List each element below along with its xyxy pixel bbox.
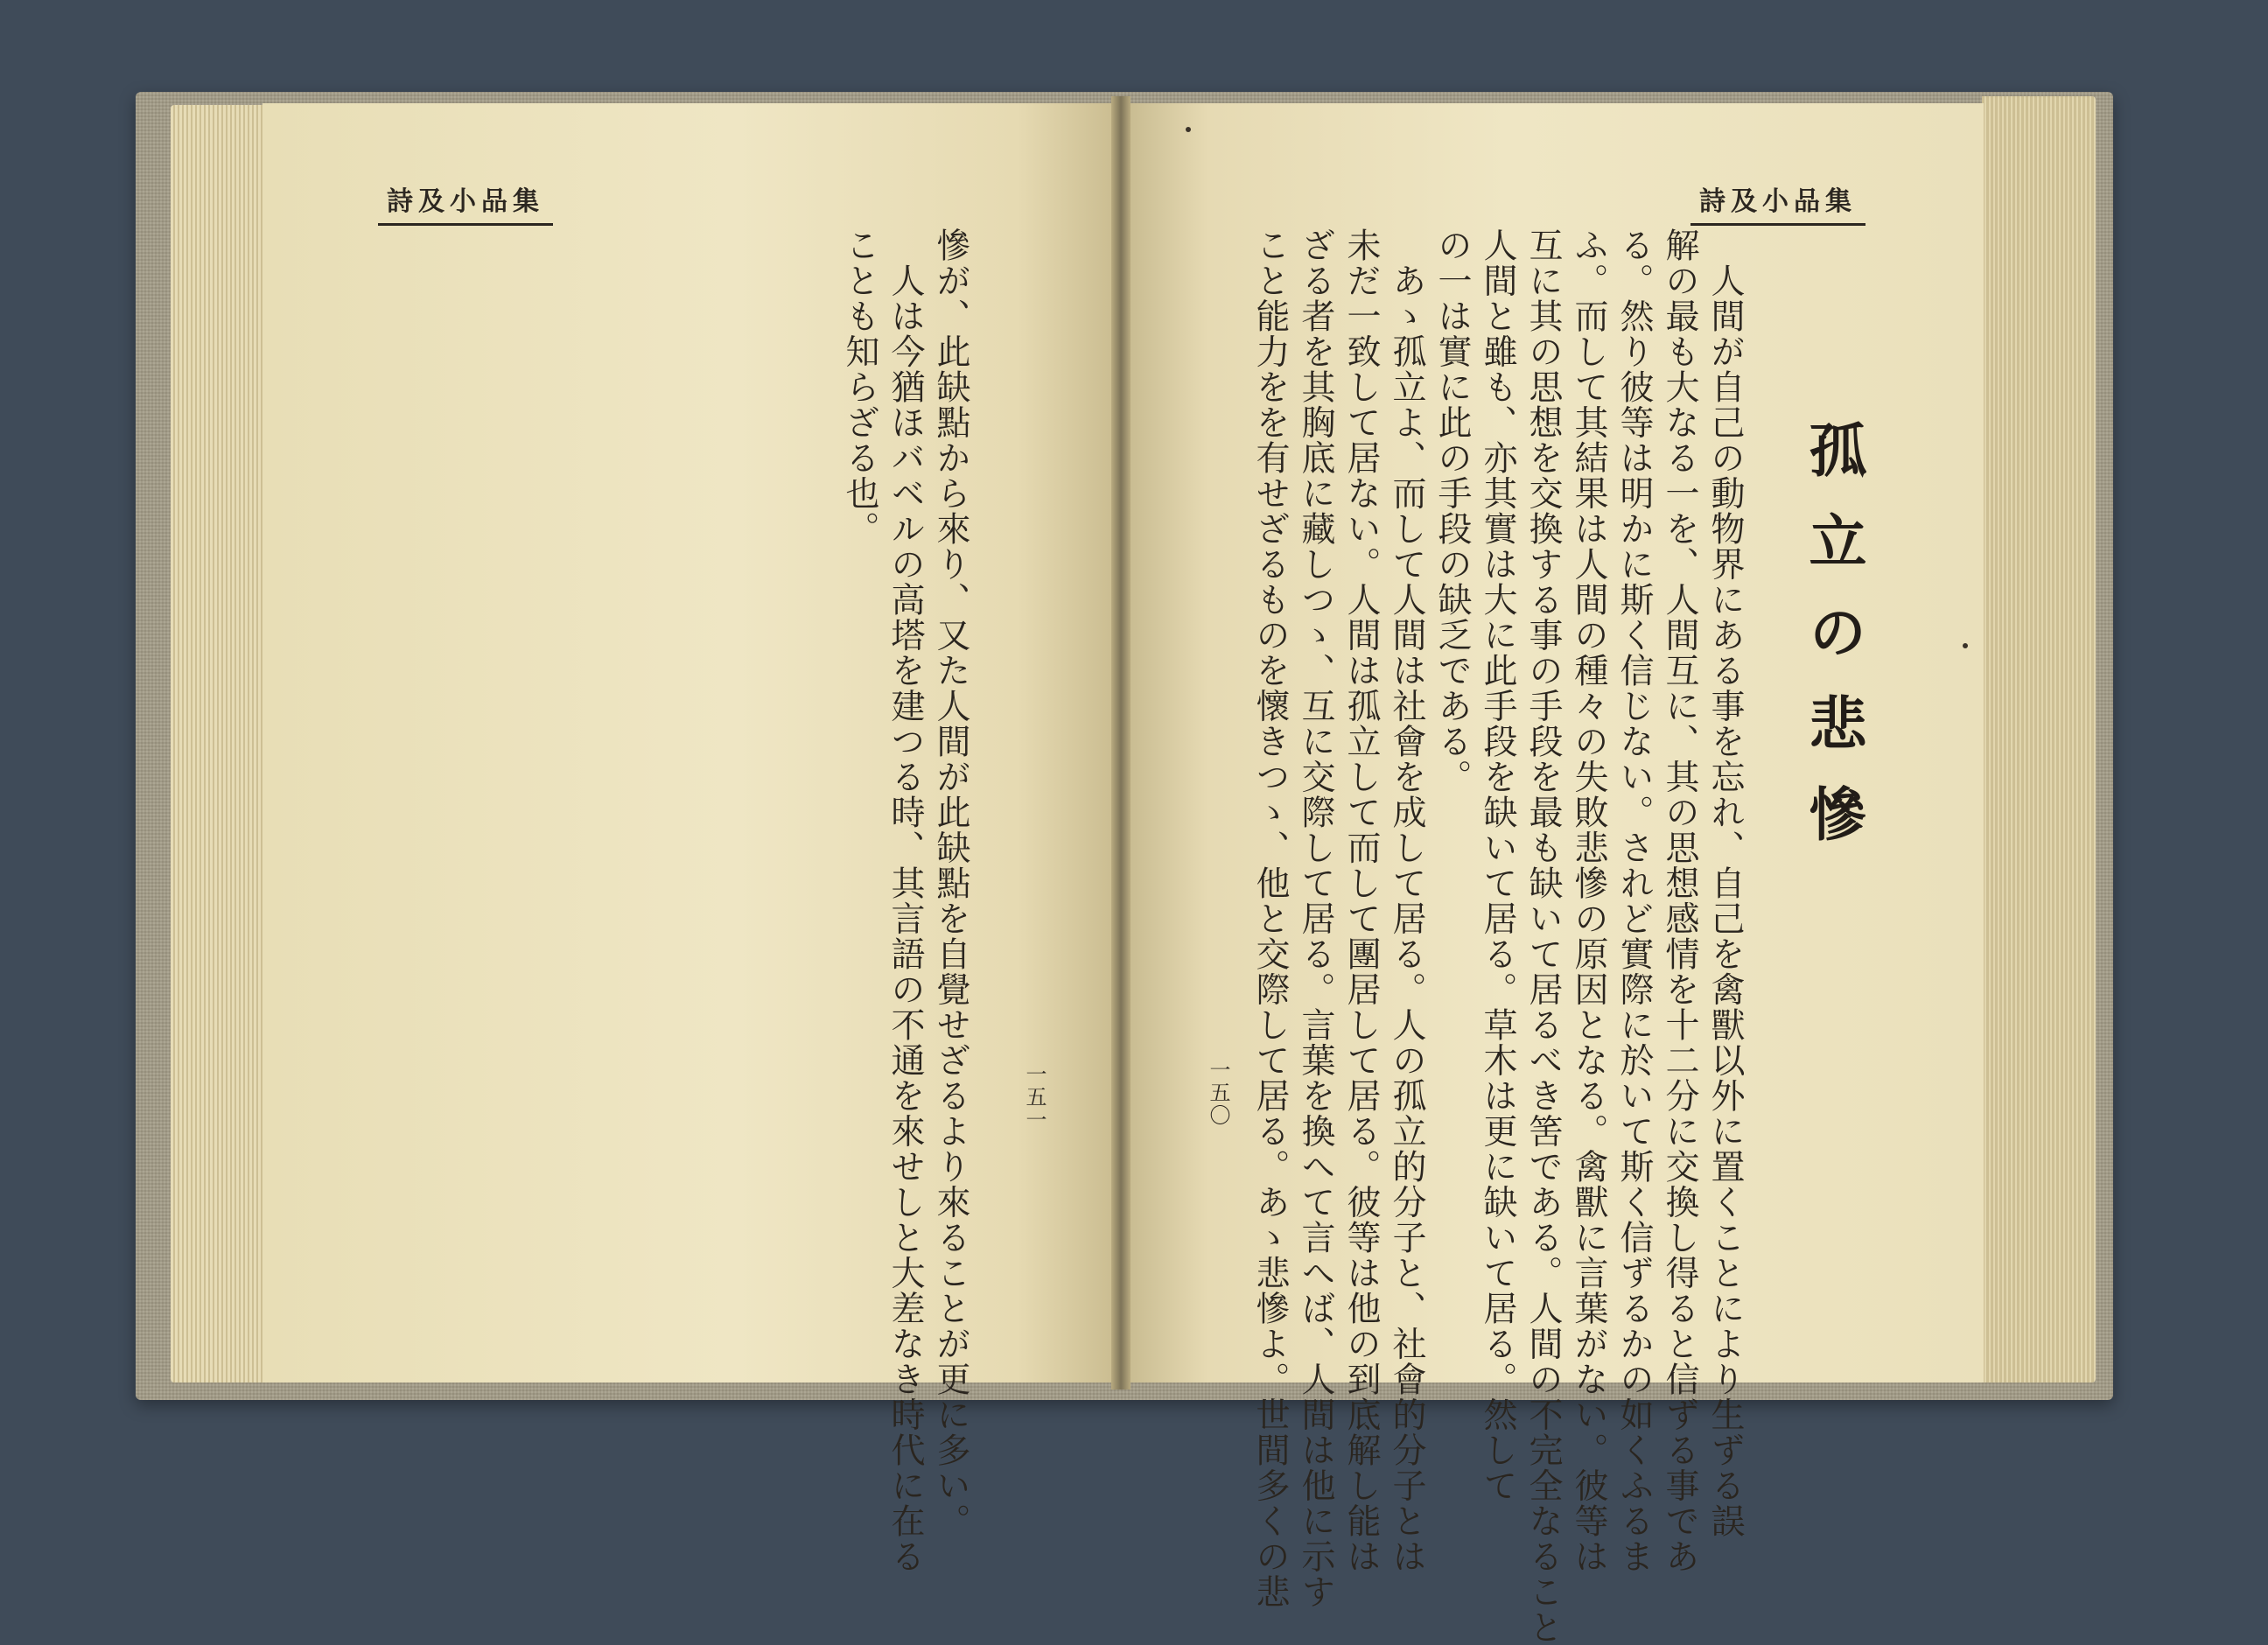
left-page [262, 103, 1120, 1382]
right-text-line: る。然り彼等は明かに斯く信じない。されど實際に於いて斯く信ずるかの如くふるま [1614, 228, 1654, 1574]
right-text-line: 互に其の思想を交換する事の手段を最も缺いて居るべき筈である。人間の不完全なること [1523, 228, 1563, 1645]
right-text-line: 解の最も大なる一を、人間互に、其の思想感情を十二分に交換し得ると信ずる事であ [1660, 228, 1699, 1574]
book-gutter [1111, 96, 1130, 1390]
right-text-line: ふ。而して其結果は人間の種々の失敗悲慘の原因となる。禽獸に言葉がない。彼等は [1569, 228, 1608, 1574]
right-text-line: 人間と雖も、亦其實は大に此手段を缺いて居る。草木は更に缺いて居る。然して [1478, 228, 1517, 1503]
chapter-title: 孤立の悲慘 [1799, 420, 1867, 875]
left-text-line: 慘が、此缺點から來り、又た人間が此缺點を自覺せざるより來ることが更に多い。 [931, 228, 970, 1539]
right-text-line: の一は實に此の手段の缺乏である。 [1432, 228, 1472, 794]
page-edges-right [1982, 96, 2096, 1382]
left-text-line: ことも知らざる也。 [840, 228, 879, 547]
right-text-line: 人間が自己の動物界にある事を忘れ、自己を禽獸以外に置くことにより生ずる誤 [1705, 228, 1745, 1539]
left-running-head: 詩及小品集 [378, 179, 553, 226]
right-page-number: 一五〇 [1206, 1059, 1230, 1127]
left-page-number: 一五一 [1022, 1063, 1046, 1131]
paper-speck [1963, 643, 1968, 648]
right-text-line: 未だ一致して居ない。人間は孤立して而して團居して居る。彼等は他の到底解し能は [1341, 228, 1381, 1574]
right-running-head: 詩及小品集 [1690, 179, 1866, 226]
right-text-line: ざる者を其胸底に藏しつゝ、互に交際して居る。言葉を換へて言へば、人間は他に示す [1296, 228, 1335, 1610]
paper-speck [1186, 127, 1191, 132]
right-text-line: あゝ孤立よ、而して人間は社會を成して居る。人の孤立的分子と、社會的分子とは [1387, 228, 1426, 1574]
right-text-line: こと能力をを有せざるものを懷きつゝ、他と交際して居る。あゝ悲慘よ。世間多くの悲 [1250, 228, 1290, 1610]
left-text-line: 人は今猶ほバベルの高塔を建つる時、其言語の不通を來せしと大差なき時代に在る [886, 228, 925, 1574]
